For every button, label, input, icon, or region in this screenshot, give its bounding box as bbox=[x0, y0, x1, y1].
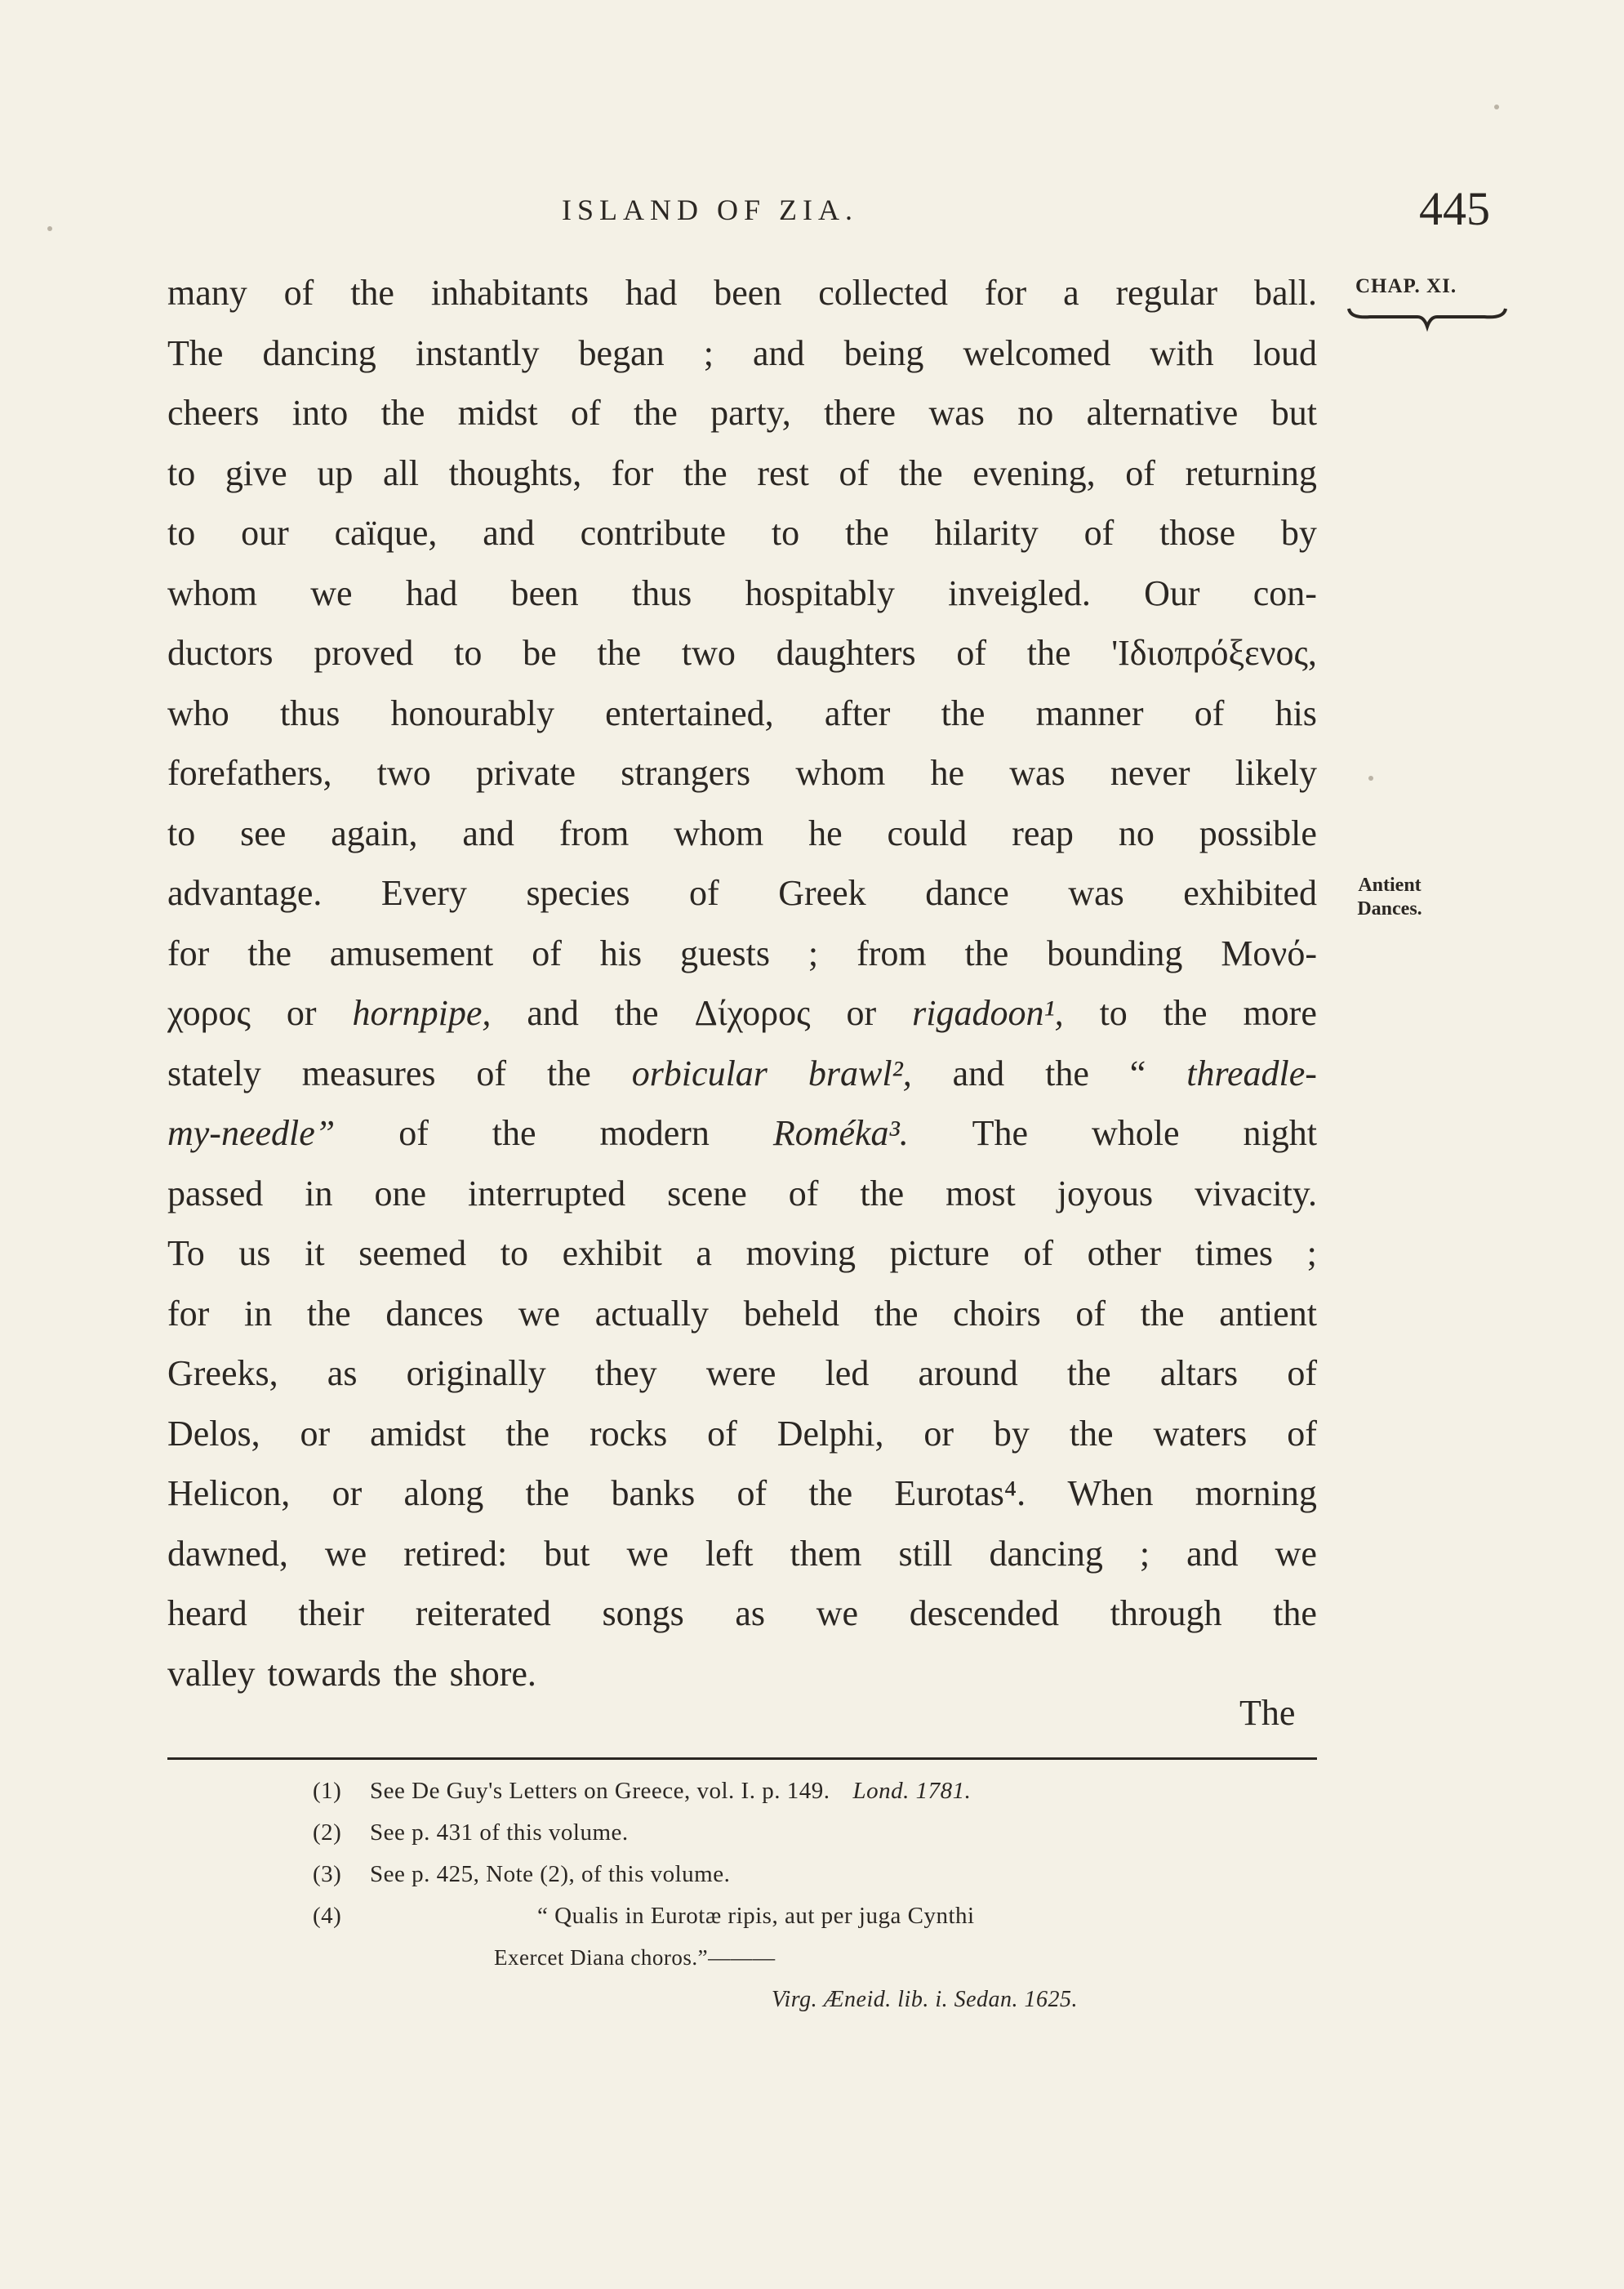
text-line bbox=[167, 1524, 1317, 1584]
word: we bbox=[310, 572, 353, 613]
word: likely bbox=[1235, 753, 1317, 793]
word: The bbox=[167, 332, 224, 373]
text-line bbox=[167, 924, 1317, 984]
word: the bbox=[525, 1473, 570, 1513]
text-line bbox=[167, 1343, 1317, 1404]
word: exhibited bbox=[1183, 873, 1317, 913]
word: by bbox=[1280, 513, 1317, 553]
word: bounding bbox=[1047, 933, 1183, 973]
word: as bbox=[327, 1353, 358, 1393]
text-line bbox=[167, 623, 1317, 684]
word: in bbox=[244, 1293, 273, 1334]
word: from bbox=[558, 813, 630, 853]
marginal-note-line: Dances. bbox=[1357, 898, 1422, 920]
word: exhibit bbox=[562, 1233, 662, 1273]
word: began bbox=[578, 332, 665, 373]
word: two bbox=[376, 753, 431, 793]
word: Greek bbox=[778, 873, 866, 913]
word: along bbox=[403, 1473, 484, 1513]
word: altars bbox=[1159, 1353, 1239, 1393]
word: was bbox=[1009, 753, 1066, 793]
word: Our bbox=[1144, 572, 1200, 613]
word: choirs bbox=[953, 1293, 1041, 1334]
word: hospitably bbox=[745, 572, 895, 613]
word: inhabitants bbox=[430, 273, 589, 313]
marginal-note bbox=[1337, 874, 1443, 921]
word: the bbox=[634, 393, 678, 433]
word: towards bbox=[267, 1653, 381, 1694]
word: led bbox=[825, 1353, 870, 1393]
word: we bbox=[626, 1533, 669, 1574]
word: of bbox=[788, 1173, 819, 1214]
word: he bbox=[808, 813, 843, 853]
word: was bbox=[1068, 873, 1124, 913]
word: collected bbox=[818, 273, 949, 313]
word: seemed bbox=[358, 1233, 467, 1273]
word: returning bbox=[1185, 452, 1317, 493]
word: of bbox=[1125, 452, 1155, 493]
word: or bbox=[300, 1413, 331, 1454]
word: reap bbox=[1012, 813, 1074, 853]
word: the bbox=[1069, 1413, 1114, 1454]
word: who bbox=[167, 692, 229, 733]
word: moving bbox=[745, 1233, 856, 1273]
word: Eurotas⁴. bbox=[894, 1473, 1026, 1513]
word: vivacity. bbox=[1195, 1173, 1317, 1214]
word: welcomed bbox=[963, 332, 1111, 373]
word: whom bbox=[674, 813, 764, 853]
word: When bbox=[1067, 1473, 1154, 1513]
paper-speck bbox=[1368, 776, 1373, 781]
word: through bbox=[1110, 1593, 1222, 1633]
word: To bbox=[167, 1233, 205, 1273]
word: manner bbox=[1035, 692, 1144, 733]
word: amidst bbox=[370, 1413, 466, 1454]
word: songs bbox=[602, 1593, 684, 1633]
text-line bbox=[167, 1644, 1317, 1704]
word: Every bbox=[380, 873, 467, 913]
word: whom bbox=[167, 572, 257, 613]
word: them bbox=[790, 1533, 862, 1574]
word: entertained, bbox=[605, 692, 774, 733]
word: ; bbox=[1306, 1233, 1317, 1273]
word: the bbox=[547, 1053, 591, 1093]
word: dance bbox=[925, 873, 1009, 913]
text-line bbox=[167, 503, 1317, 563]
word: rigadoon¹, bbox=[912, 993, 1064, 1033]
word: no bbox=[1118, 813, 1155, 853]
word: of bbox=[1075, 1293, 1106, 1334]
word: with bbox=[1150, 332, 1214, 373]
word: he bbox=[930, 753, 965, 793]
word: of bbox=[736, 1473, 768, 1513]
word: by bbox=[993, 1413, 1030, 1454]
word: measures bbox=[301, 1053, 436, 1093]
word: the bbox=[874, 1293, 919, 1334]
word: advantage. bbox=[167, 873, 323, 913]
footnote-citation: Virg. Æneid. lib. i. Sedan. 1625. bbox=[772, 1987, 1079, 2012]
text-line bbox=[167, 1223, 1317, 1284]
word: instantly bbox=[415, 332, 540, 373]
word: could bbox=[887, 813, 968, 853]
word: morning bbox=[1195, 1473, 1317, 1513]
word: orbicular bbox=[631, 1053, 768, 1093]
word: possible bbox=[1199, 813, 1317, 853]
word: we bbox=[1275, 1533, 1317, 1574]
catchword: The bbox=[1239, 1693, 1296, 1733]
word: of bbox=[1287, 1353, 1317, 1393]
word: the bbox=[941, 692, 986, 733]
text-line bbox=[167, 1583, 1317, 1644]
word: still bbox=[898, 1533, 953, 1574]
word: to bbox=[771, 513, 800, 553]
word: descended bbox=[909, 1593, 1059, 1633]
word: whole bbox=[1092, 1113, 1180, 1153]
word: no bbox=[1017, 393, 1054, 433]
word: and bbox=[753, 332, 805, 373]
word: Delphi, bbox=[776, 1413, 884, 1454]
word: ; bbox=[808, 933, 819, 973]
word: night bbox=[1243, 1113, 1317, 1153]
word: valley bbox=[167, 1653, 256, 1694]
word: of bbox=[707, 1413, 737, 1454]
word: his bbox=[1275, 692, 1317, 733]
text-line bbox=[167, 1044, 1317, 1104]
word: the bbox=[492, 1113, 536, 1153]
footnote-text: See p. 425, Note (2), of this volume. bbox=[370, 1861, 731, 1887]
text-line bbox=[167, 1103, 1317, 1164]
word: interrupted bbox=[468, 1173, 626, 1214]
word: the bbox=[1163, 993, 1208, 1033]
word: rest bbox=[757, 452, 809, 493]
text-line bbox=[167, 983, 1317, 1044]
word: loud bbox=[1252, 332, 1317, 373]
word: being bbox=[843, 332, 924, 373]
word: rocks bbox=[589, 1413, 668, 1454]
paper-speck bbox=[47, 226, 52, 231]
word: all bbox=[383, 452, 419, 493]
word: midst bbox=[457, 393, 538, 433]
word: contribute bbox=[580, 513, 727, 553]
text-line bbox=[167, 443, 1317, 504]
word: the bbox=[898, 452, 943, 493]
word: waters bbox=[1153, 1413, 1248, 1454]
word: of bbox=[1023, 1233, 1054, 1273]
word: alternative bbox=[1086, 393, 1239, 433]
word: the bbox=[505, 1413, 550, 1454]
word: forefathers, bbox=[167, 753, 332, 793]
word: of bbox=[1287, 1413, 1317, 1454]
word: those bbox=[1159, 513, 1235, 553]
word: daughters bbox=[776, 633, 916, 673]
word: actually bbox=[594, 1293, 710, 1334]
word: “ bbox=[1129, 1053, 1146, 1093]
word: Roméka³. bbox=[772, 1113, 909, 1153]
word: we bbox=[518, 1293, 561, 1334]
word: scene bbox=[667, 1173, 747, 1214]
word: retired: bbox=[403, 1533, 508, 1574]
word: a bbox=[1063, 273, 1079, 313]
marginal-note-line: Antient bbox=[1358, 875, 1422, 896]
word: to bbox=[454, 633, 483, 673]
word: the bbox=[247, 933, 291, 973]
word: their bbox=[298, 1593, 365, 1633]
word: from bbox=[856, 933, 927, 973]
word: heard bbox=[167, 1593, 247, 1633]
word: but bbox=[544, 1533, 590, 1574]
text-line bbox=[167, 1463, 1317, 1524]
footnote-quote-line: “ Qualis in Eurotæ ripis, aut per juga Cynthi bbox=[537, 1903, 975, 1929]
word: inveigled. bbox=[948, 572, 1091, 613]
word: been bbox=[714, 273, 782, 313]
word: around bbox=[918, 1353, 1018, 1393]
footnote bbox=[313, 1895, 1227, 1937]
word: the bbox=[1273, 1593, 1317, 1633]
word: be bbox=[523, 633, 557, 673]
word: of bbox=[283, 273, 314, 313]
word: there bbox=[824, 393, 897, 433]
word: were bbox=[705, 1353, 776, 1393]
text-line bbox=[167, 263, 1317, 323]
text-line bbox=[167, 684, 1317, 744]
word: give bbox=[225, 452, 287, 493]
text-line bbox=[167, 804, 1317, 864]
word: passed bbox=[167, 1173, 264, 1214]
word: the bbox=[860, 1173, 905, 1214]
word: of bbox=[839, 452, 870, 493]
word: after bbox=[824, 692, 891, 733]
word: ; bbox=[703, 332, 714, 373]
word: regular bbox=[1115, 273, 1218, 313]
word: or bbox=[286, 993, 317, 1033]
word: other bbox=[1087, 1233, 1162, 1273]
word: many bbox=[167, 273, 247, 313]
word: we bbox=[324, 1533, 367, 1574]
footnote bbox=[313, 1770, 1227, 1812]
word: dances bbox=[385, 1293, 484, 1334]
word: the bbox=[306, 1293, 351, 1334]
footnote-text: See p. 431 of this volume. bbox=[370, 1819, 629, 1846]
word: for bbox=[167, 933, 210, 973]
word: to bbox=[167, 452, 196, 493]
footnote-number: (1) bbox=[313, 1778, 342, 1804]
word: picture bbox=[889, 1233, 990, 1273]
word: the bbox=[1140, 1293, 1185, 1334]
text-line bbox=[167, 1164, 1317, 1224]
footnote-rule bbox=[167, 1757, 1317, 1760]
word: most bbox=[945, 1173, 1016, 1214]
word: hilarity bbox=[934, 513, 1039, 553]
word: whom bbox=[795, 753, 886, 793]
word: dancing bbox=[989, 1533, 1103, 1574]
brace-ornament bbox=[1346, 302, 1509, 335]
word: originally bbox=[406, 1353, 546, 1393]
word: dawned, bbox=[167, 1533, 288, 1574]
word: ; bbox=[1139, 1533, 1150, 1574]
word: his bbox=[599, 933, 643, 973]
text-line bbox=[167, 323, 1317, 384]
word: to bbox=[1099, 993, 1128, 1033]
text-line bbox=[167, 383, 1317, 443]
word: of bbox=[1194, 692, 1225, 733]
footnote-extra: Lond. 1781. bbox=[852, 1778, 972, 1804]
paper-speck bbox=[1494, 105, 1499, 109]
word: never bbox=[1110, 753, 1190, 793]
word: Helicon, bbox=[167, 1473, 291, 1513]
word: or bbox=[846, 993, 877, 1033]
word: con- bbox=[1252, 572, 1317, 613]
word: more bbox=[1243, 993, 1317, 1033]
word: of bbox=[1083, 513, 1115, 553]
word: thus bbox=[631, 572, 692, 613]
word: Delos, bbox=[167, 1413, 260, 1454]
word: it bbox=[305, 1233, 325, 1273]
word: for bbox=[984, 273, 1027, 313]
word: they bbox=[594, 1353, 657, 1393]
word: stately bbox=[167, 1053, 261, 1093]
word: times bbox=[1195, 1233, 1274, 1273]
word: or bbox=[923, 1413, 954, 1454]
word: shore. bbox=[449, 1653, 536, 1694]
word: honourably bbox=[390, 692, 554, 733]
word: brawl², bbox=[808, 1053, 912, 1093]
word: of bbox=[689, 873, 719, 913]
word: threadle- bbox=[1186, 1053, 1317, 1093]
footnote-text: See De Guy's Letters on Greece, vol. I. p. 149. bbox=[370, 1778, 830, 1804]
body-text bbox=[167, 263, 1317, 1703]
word: the bbox=[1026, 633, 1071, 673]
word: Δίχορος bbox=[694, 993, 811, 1033]
word: the bbox=[393, 1653, 438, 1694]
text-line bbox=[167, 743, 1317, 804]
word: of bbox=[570, 393, 601, 433]
word: banks bbox=[611, 1473, 696, 1513]
word: Greeks, bbox=[167, 1353, 278, 1393]
word: ductors bbox=[167, 633, 274, 673]
word: evening, bbox=[972, 452, 1096, 493]
word: the bbox=[597, 633, 642, 673]
word: private bbox=[475, 753, 576, 793]
word: us bbox=[238, 1233, 271, 1273]
word: been bbox=[510, 572, 579, 613]
word: our bbox=[241, 513, 289, 553]
footnote-number: (4) bbox=[313, 1903, 342, 1929]
word: 'Ιδιοπρόξενος, bbox=[1111, 633, 1317, 673]
word: modern bbox=[599, 1113, 710, 1153]
word: of bbox=[956, 633, 986, 673]
word: and bbox=[1186, 1533, 1239, 1574]
word: thoughts, bbox=[448, 452, 582, 493]
word: for bbox=[167, 1293, 210, 1334]
word: as bbox=[735, 1593, 766, 1633]
word: antient bbox=[1219, 1293, 1317, 1334]
word: guests bbox=[680, 933, 771, 973]
word: up bbox=[317, 452, 354, 493]
word: in bbox=[305, 1173, 333, 1214]
word: proved bbox=[314, 633, 414, 673]
word: the bbox=[1066, 1353, 1111, 1393]
footnote-number: (3) bbox=[313, 1861, 342, 1887]
word: of bbox=[532, 933, 562, 973]
page-number: 445 bbox=[1419, 182, 1490, 235]
word: for bbox=[611, 452, 654, 493]
footnote bbox=[313, 1812, 1227, 1854]
word: the bbox=[380, 393, 425, 433]
word: and bbox=[462, 813, 514, 853]
word: the bbox=[808, 1473, 853, 1513]
word: and bbox=[483, 513, 535, 553]
word: to bbox=[167, 813, 196, 853]
running-title: ISLAND OF ZIA. bbox=[562, 194, 858, 226]
word: the bbox=[1045, 1053, 1089, 1093]
text-line bbox=[167, 1284, 1317, 1344]
word: thus bbox=[279, 692, 340, 733]
word: hornpipe, bbox=[352, 993, 492, 1033]
word: amusement bbox=[329, 933, 494, 973]
footnote-quote-line: Exercet Diana choros.”——— bbox=[494, 1945, 776, 1970]
word: was bbox=[928, 393, 985, 433]
word: beheld bbox=[743, 1293, 840, 1334]
chapter-marginal: CHAP. XI. bbox=[1355, 275, 1457, 297]
word: and bbox=[952, 1053, 1005, 1093]
footnote-number: (2) bbox=[313, 1819, 342, 1846]
word: Μονό- bbox=[1221, 933, 1317, 973]
word: species bbox=[526, 873, 630, 913]
word: party, bbox=[710, 393, 791, 433]
footnote bbox=[313, 1854, 1227, 1895]
word: my-needle” bbox=[167, 1113, 336, 1153]
word: cheers bbox=[167, 393, 260, 433]
word: of bbox=[476, 1053, 507, 1093]
running-header bbox=[0, 182, 1624, 250]
text-line bbox=[167, 563, 1317, 624]
text-line bbox=[167, 863, 1317, 924]
word: or bbox=[331, 1473, 363, 1513]
word: the bbox=[614, 993, 659, 1033]
word: the bbox=[350, 273, 394, 313]
word: reiterated bbox=[415, 1593, 551, 1633]
word: the bbox=[845, 513, 889, 553]
word: χορος bbox=[167, 993, 251, 1033]
text-line bbox=[167, 1404, 1317, 1464]
word: strangers bbox=[621, 753, 751, 793]
word: see bbox=[240, 813, 287, 853]
word: one bbox=[374, 1173, 427, 1214]
word: of bbox=[398, 1113, 429, 1153]
word: the bbox=[964, 933, 1009, 973]
word: ball. bbox=[1254, 273, 1317, 313]
word: into bbox=[291, 393, 349, 433]
word: left bbox=[705, 1533, 754, 1574]
word: a bbox=[696, 1233, 712, 1273]
word: had bbox=[405, 572, 458, 613]
word: and bbox=[527, 993, 579, 1033]
word: the bbox=[683, 452, 727, 493]
word: but bbox=[1270, 393, 1317, 433]
word: The bbox=[972, 1113, 1029, 1153]
word: dancing bbox=[262, 332, 376, 373]
word: again, bbox=[331, 813, 418, 853]
word: we bbox=[816, 1593, 859, 1633]
word: to bbox=[167, 513, 196, 553]
word: two bbox=[681, 633, 736, 673]
footnotes bbox=[313, 1770, 1227, 2020]
word: caïque, bbox=[334, 513, 438, 553]
word: to bbox=[500, 1233, 528, 1273]
word: joyous bbox=[1057, 1173, 1154, 1214]
word: had bbox=[625, 273, 678, 313]
